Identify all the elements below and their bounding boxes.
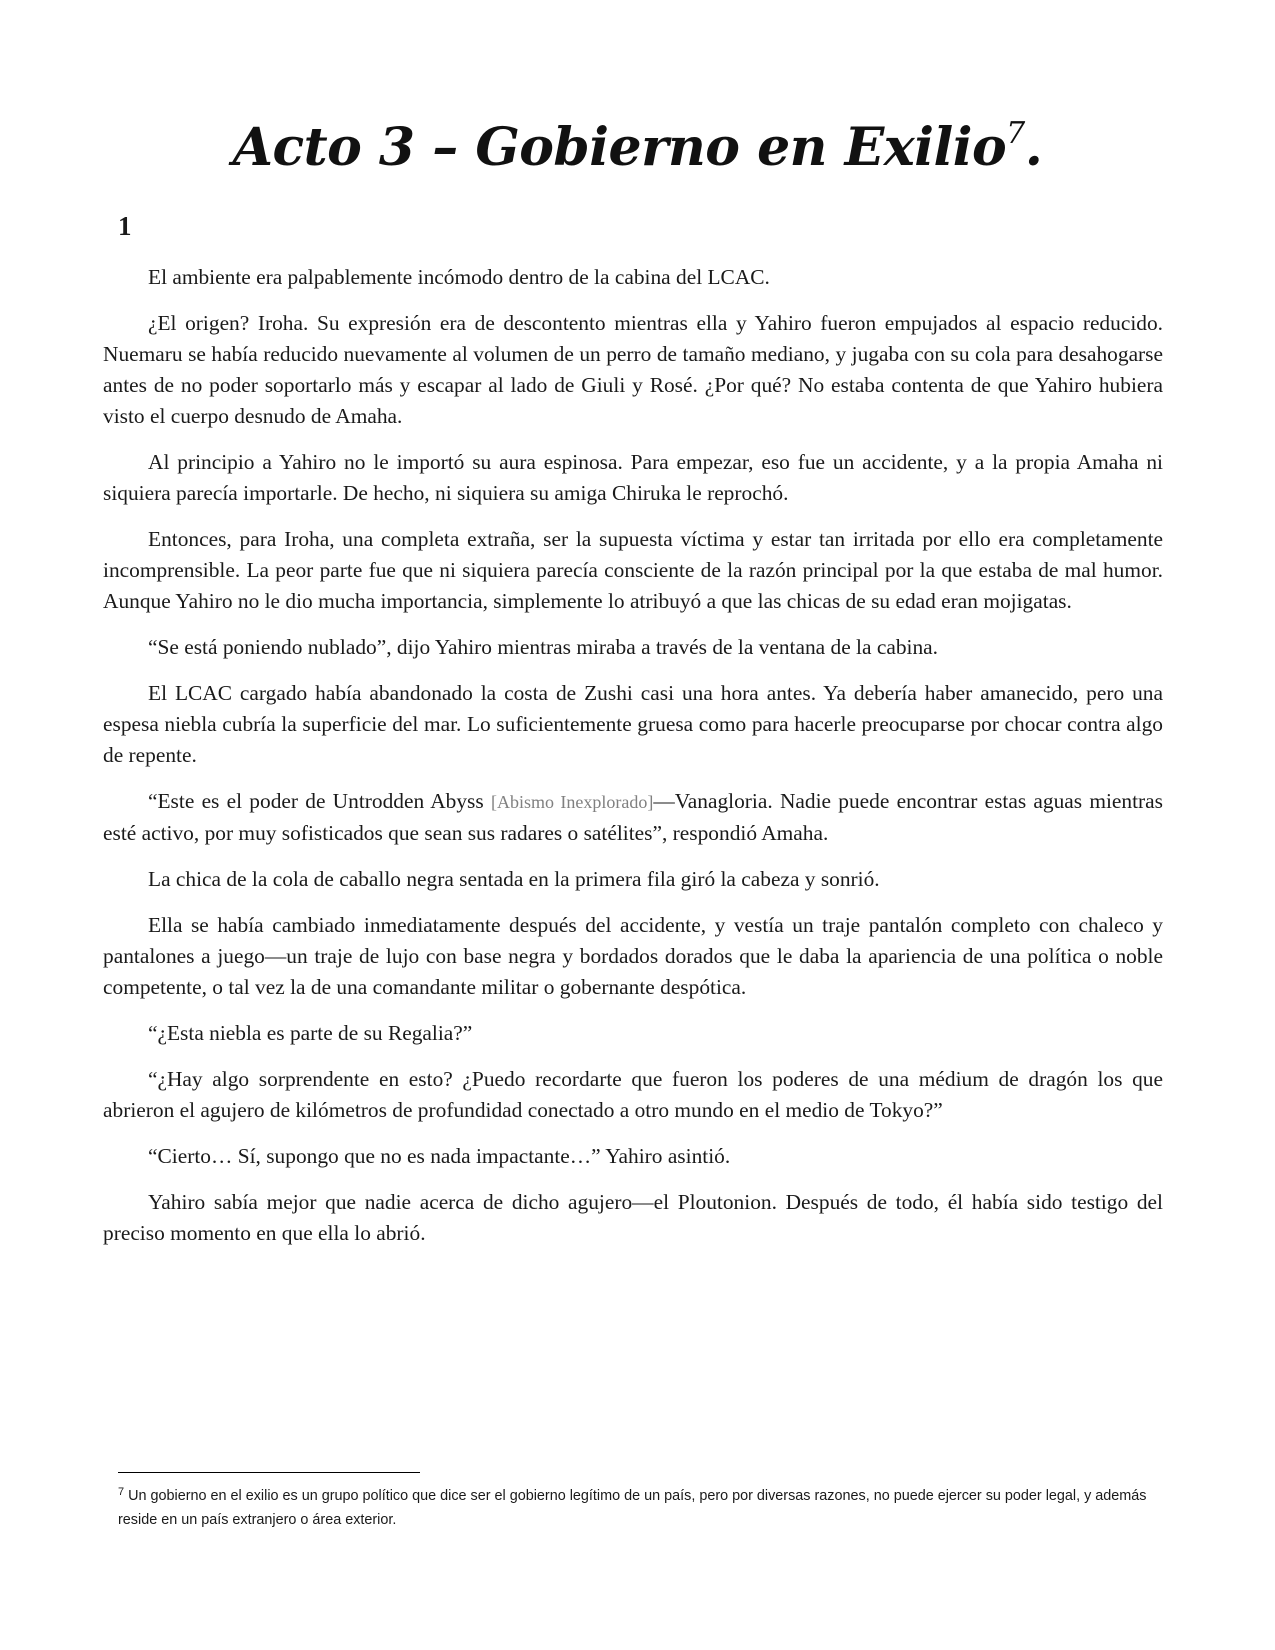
body-text	[103, 262, 1163, 1264]
paragraph: ¿El origen? Iroha. Su expresión era de descontento mientras ella y Yahiro fueron empujados al espacio reducido. Nuemaru se había reducido nuevamente al volumen de un perro de tamaño mediano, y jugaba con su cola para desahogarse antes de no poder soportarlo más y escapar al lado de Giuli y Rosé. ¿Por qué? No estaba contenta de que Yahiro hubiera visto el cuerpo desnudo de Amaha.	[103, 311, 1163, 428]
translation-gloss: [Abismo Inexplorado]	[490, 792, 654, 812]
paragraph: “¿Esta niebla es parte de su Regalia?”	[148, 1021, 473, 1045]
paragraph: “¿Hay algo sorprendente en esto? ¿Puedo recordarte que fueron los poderes de una médium de dragón los que abrieron el agujero de kilómetros de profundidad conectado a otro mundo en el medio de Tokyo?”	[103, 1067, 1163, 1122]
footnote-text: Un gobierno en el exilio es un grupo político que dice ser el gobierno legítimo de un país, pero por diversas razones, no puede ejercer su poder legal, y además reside en un país extranjero o área exterior.	[118, 1488, 1147, 1528]
paragraph: “Cierto… Sí, supongo que no es nada impactante…” Yahiro asintió.	[148, 1144, 731, 1168]
footnote-reference[interactable]: 7	[1006, 116, 1025, 151]
paragraph: La chica de la cola de caballo negra sentada en la primera fila giró la cabeza y sonrió.	[148, 867, 880, 891]
paragraph: El ambiente era palpablemente incómodo dentro de la cabina del LCAC.	[148, 265, 770, 289]
paragraph: Entonces, para Iroha, una completa extraña, ser la supuesta víctima y estar tan irritada por ello era completamente incomprensible. La peor parte fue que ni siquiera parecía consciente de la razón principal por la que estaba de mal humor. Aunque Yahiro no le dio mucha importancia, simplemente lo atribuyó a que las chicas de su edad eran mojigatas.	[103, 527, 1163, 613]
paragraph: “Se está poniendo nublado”, dijo Yahiro mientras miraba a través de la ventana de la cabina.	[148, 635, 939, 659]
footnote	[118, 1484, 1163, 1532]
section-number: 1	[118, 211, 132, 241]
footnote-separator	[118, 1472, 420, 1473]
paragraph-text: “Este es el poder de Untrodden Abyss	[148, 789, 491, 813]
chapter-title	[0, 112, 1275, 184]
paragraph: El LCAC cargado había abandonado la costa de Zushi casi una hora antes. Ya debería haber amanecido, pero una espesa niebla cubría la superficie del mar. Lo suficientemente gruesa como para hacerle preocuparse por chocar contra algo de repente.	[103, 681, 1163, 767]
paragraph-text: —Vanagloria. Nadie puede encontrar estas aguas mientras esté activo, por muy sofisticados que sean sus radares o satélites”, respondió Amaha.	[103, 789, 1163, 845]
paragraph: Ella se había cambiado inmediatamente después del accidente, y vestía un traje pantalón completo con chaleco y pantalones a juego—un traje de lujo con base negra y bordados dorados que le daba la apariencia de una política o noble competente, o tal vez la de una comandante militar o gobernante despótica.	[103, 913, 1163, 999]
paragraph: Yahiro sabía mejor que nadie acerca de dicho agujero—el Ploutonion. Después de todo, él había sido testigo del preciso momento en que ella lo abrió.	[103, 1190, 1163, 1245]
chapter-title-text: Acto 3 – Gobierno en Exilio	[232, 117, 1007, 178]
footnote-number: 7	[118, 1486, 125, 1498]
chapter-title-period: .	[1024, 117, 1043, 178]
paragraph	[103, 786, 1163, 849]
paragraph: Al principio a Yahiro no le importó su aura espinosa. Para empezar, eso fue un accidente, y a la propia Amaha ni siquiera parecía importarle. De hecho, ni siquiera su amiga Chiruka le reprochó.	[103, 450, 1163, 505]
